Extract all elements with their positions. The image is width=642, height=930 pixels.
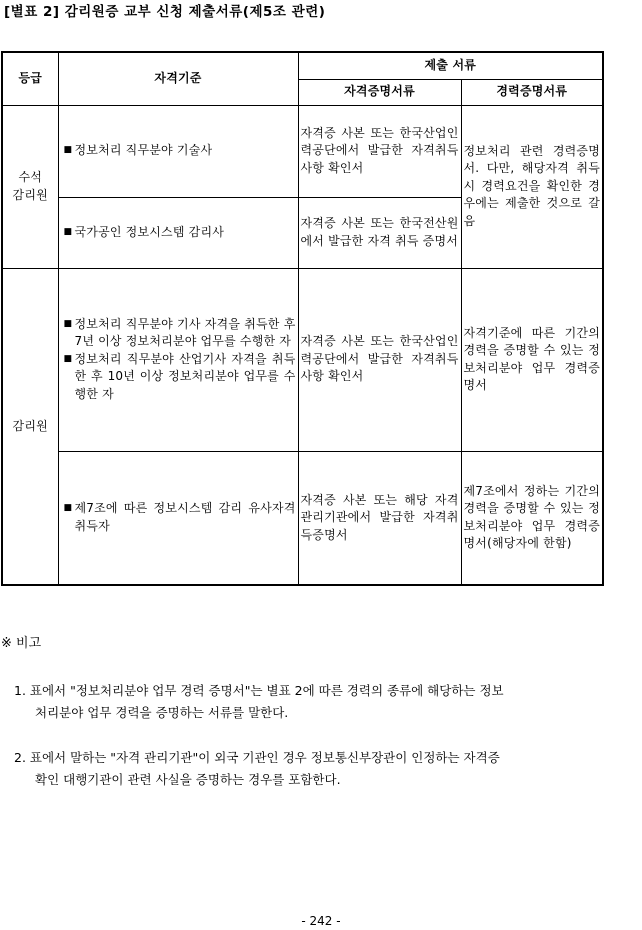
- grade-senior-line2: 감리원: [12, 187, 48, 202]
- header-grade: 등급: [2, 52, 58, 105]
- header-qualification-documents: 자격증명서류: [298, 79, 461, 105]
- remarks-label: ※ 비고: [1, 636, 42, 651]
- page-title: [별표 2] 감리원증 교부 신청 제출서류(제5조 관련): [4, 4, 326, 20]
- criteria-senior-2-text: 국가공인 정보시스템 감리사: [74, 224, 225, 239]
- bullet-icon: ■: [63, 353, 73, 364]
- grade-auditor: 감리원: [2, 268, 58, 585]
- career-senior: 정보처리 관련 경력증명서. 다만, 해당자격 취득시 경력요건을 확인한 경우에는 제출한 것으로 갈음: [461, 105, 603, 268]
- submission-documents-table: [1, 51, 604, 586]
- remark-note-2: [14, 747, 500, 791]
- career-auditor-1: 자격기준에 따른 기간의 경력을 증명할 수 있는 정보처리분야 업무 경력증명서: [461, 268, 603, 451]
- career-auditor-2: 제7조에서 정하는 기간의 경력을 증명할 수 있는 정보처리분야 업무 경력증명서(해당자에 한함): [461, 451, 603, 585]
- grade-senior-line1: 수석: [18, 170, 43, 184]
- qualification-auditor-2: 자격증 사본 또는 해당 자격 관리기관에서 발급한 자격취득증명서: [298, 451, 461, 585]
- qualification-senior-1: 자격증 사본 또는 한국산업인력공단에서 발급한 자격취득사항 확인서: [298, 105, 461, 197]
- remark-note-2-line2: 확인 대행기관이 관련 사실을 증명하는 경우를 포함한다.: [35, 772, 341, 787]
- qualification-auditor-1: 자격증 사본 또는 한국산업인력공단에서 발급한 자격취득사항 확인서: [298, 268, 461, 451]
- criteria-auditor-2-text: 제7조에 따른 정보시스템 감리 유사자격 취득자: [74, 501, 296, 533]
- bullet-icon: ■: [63, 503, 73, 514]
- remark-note-1: [14, 680, 504, 724]
- header-career-documents: 경력증명서류: [461, 79, 603, 105]
- remark-note-2-line1: 2. 표에서 말하는 "자격 관리기관"이 외국 기관인 경우 정보통신부장관이 인정하는 자격증: [14, 750, 500, 765]
- criteria-auditor-1b-text: 정보처리 직무분야 산업기사 자격을 취득한 후 10년 이상 정보처리분야 업무를 수행한 자: [74, 351, 296, 401]
- criteria-auditor-2: [58, 451, 298, 585]
- header-submit-documents: 제출 서류: [298, 52, 603, 79]
- criteria-auditor-1: [58, 268, 298, 451]
- bullet-icon: ■: [63, 145, 73, 156]
- criteria-senior-2: [58, 197, 298, 268]
- header-criteria: 자격기준: [58, 52, 298, 105]
- bullet-icon: ■: [63, 318, 73, 329]
- criteria-senior-1: [58, 105, 298, 197]
- grade-senior-auditor: [2, 105, 58, 268]
- criteria-senior-1-text: 정보처리 직무분야 기술사: [74, 143, 213, 158]
- page-number: - 242 -: [301, 914, 341, 928]
- remark-note-1-line1: 1. 표에서 "정보처리분야 업무 경력 증명서"는 별표 2에 따른 경력의 종류에 해당하는 정보: [14, 683, 504, 698]
- remark-note-1-line2: 처리분야 업무 경력을 증명하는 서류를 말한다.: [35, 705, 289, 720]
- bullet-icon: ■: [63, 226, 73, 237]
- qualification-senior-2: 자격증 사본 또는 한국전산원에서 발급한 자격 취득 증명서: [298, 197, 461, 268]
- criteria-auditor-1a-text: 정보처리 직무분야 기사 자격을 취득한 후 7년 이상 정보처리분야 업무를 수행한 자: [74, 316, 296, 349]
